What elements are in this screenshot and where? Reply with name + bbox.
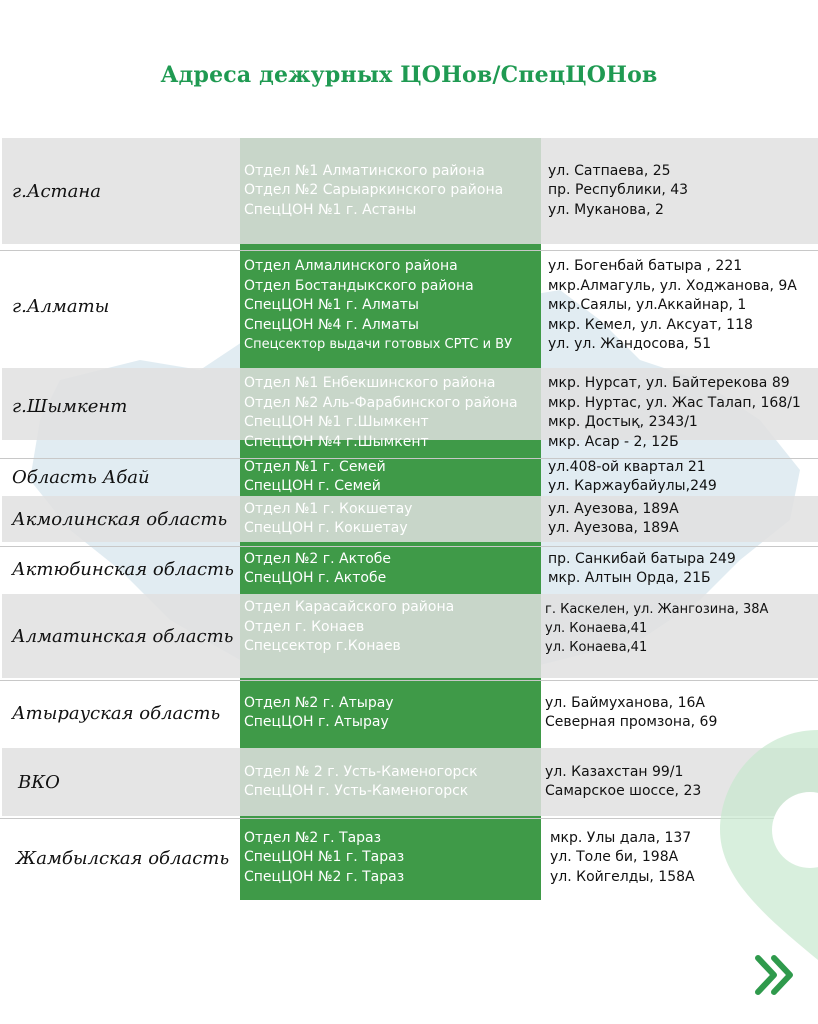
table-row: [0, 546, 818, 592]
department-item: СпецЦОН г. Актобе: [244, 570, 387, 586]
address-item: мкр. Нуртас, ул. Жас Талап, 168/1: [548, 394, 801, 411]
address-item: Самарское шоссе, 23: [545, 783, 702, 799]
department-item: Отдел №2 г. Тараз: [244, 829, 382, 846]
department-item: Отдел №2 г. Актобе: [244, 550, 392, 567]
table-row: [0, 748, 818, 816]
address-item: ул. Муканова, 2: [548, 201, 664, 218]
address-item: ул. Конаева,41: [545, 621, 648, 636]
address-list: [545, 748, 813, 816]
address-item: мкр. Достық, 2343/1: [548, 414, 698, 430]
department-list: [244, 546, 544, 592]
address-item: ул. Каржаубайулы,249: [548, 478, 717, 494]
address-item: ул.408-ой квартал 21: [548, 458, 706, 475]
region-name: г.Астана: [12, 180, 101, 202]
address-list: [550, 818, 818, 898]
address-item: ул. ул. Жандосова, 51: [548, 336, 712, 353]
address-item: пр. Санкибай батыра 249: [548, 550, 736, 567]
address-item: мкр.Алмагуль, ул. Ходжанова, 9А: [548, 277, 797, 294]
address-item: мкр. Алтын Орда, 21Б: [548, 570, 711, 586]
department-list: [244, 138, 544, 244]
address-item: г. Каскелен, ул. Жангозина, 38А: [545, 602, 769, 617]
table-row: [0, 138, 818, 244]
address-item: мкр.Саялы, ул.Аккайнар, 1: [548, 297, 747, 314]
address-item: ул. Ауезова, 189А: [548, 520, 679, 536]
department-item: Отдел Бостандыкского района: [244, 277, 474, 294]
address-item: мкр. Улы дала, 137: [550, 829, 692, 846]
table-row: [0, 458, 818, 496]
department-item: Отдел №2 Сарыаркинского района: [244, 182, 504, 199]
table-row: [0, 818, 818, 898]
table-row: [0, 680, 818, 746]
department-item: СпецЦОН г. Усть-Каменогорск: [244, 783, 469, 799]
region-name: ВКО: [18, 771, 60, 793]
department-item: СпецЦОН №1 г. Тараз: [244, 849, 405, 866]
department-item: Отдел №1 Алматинского района: [244, 162, 485, 179]
double-chevron-right-icon[interactable]: [752, 952, 798, 998]
department-item: Отдел Карасайского района: [244, 599, 455, 615]
department-item: СпецЦОН г. Атырау: [244, 714, 389, 730]
region-name: Актюбинская область: [12, 558, 234, 580]
department-item: СпецЦОН №1 г. Астаны: [244, 201, 417, 218]
department-item: Отдел Алмалинского района: [244, 258, 458, 275]
address-list: [548, 496, 816, 542]
department-list: [244, 458, 544, 496]
address-item: ул. Ауезова, 189А: [548, 500, 679, 517]
address-list: [545, 594, 813, 678]
department-list: [244, 250, 544, 362]
region-name: Область Абай: [12, 466, 150, 488]
department-list: [244, 748, 544, 816]
address-list: [548, 546, 816, 592]
region-name: Атырауская область: [12, 702, 221, 724]
address-item: Северная промзона, 69: [545, 714, 718, 730]
address-item: мкр. Асар - 2, 12Б: [548, 433, 679, 450]
department-list: [244, 818, 544, 898]
address-item: ул. Конаева,41: [545, 640, 648, 655]
department-item: СпецЦОН №2 г. Тараз: [244, 868, 405, 885]
address-list: [548, 458, 816, 496]
address-item: ул. Богенбай батыра , 221: [548, 258, 743, 275]
address-item: ул. Казахстан 99/1: [545, 763, 684, 780]
address-list: [548, 250, 816, 362]
region-name: г.Шымкент: [12, 395, 128, 417]
region-name: Акмолинская область: [12, 508, 228, 530]
region-name: г.Алматы: [12, 295, 110, 317]
department-item: Отдел №1 Енбекшинского района: [244, 375, 496, 391]
address-item: ул. Баймуханова, 16А: [545, 694, 705, 711]
department-item: Отдел № 2 г. Усть-Каменогорск: [244, 763, 478, 780]
table-row: [0, 594, 818, 678]
address-item: пр. Республики, 43: [548, 182, 689, 199]
department-item: СпецЦОН №4 г.Шымкент: [244, 433, 429, 450]
address-list: [548, 368, 816, 458]
page-title: Адреса дежурных ЦОНов/СпецЦОНов: [160, 62, 658, 88]
department-list: [244, 594, 544, 678]
table-row: [0, 250, 818, 362]
address-item: ул. Койгелды, 158А: [550, 868, 695, 885]
address-item: ул. Сатпаева, 25: [548, 162, 671, 179]
address-list: [548, 138, 816, 244]
table-row: [0, 496, 818, 542]
department-list: [244, 368, 544, 458]
department-item: Отдел №1 г. Семей: [244, 458, 386, 475]
department-item: Спецсектор г.Конаев: [244, 638, 401, 654]
department-item: Отдел №2 Аль-Фарабинского района: [244, 394, 518, 411]
department-list: [244, 496, 544, 542]
department-item: СпецЦОН №1 г.Шымкент: [244, 414, 429, 430]
department-item: СпецЦОН г. Семей: [244, 478, 381, 494]
department-list: [244, 680, 544, 746]
region-name: Жамбылская область: [16, 847, 230, 869]
address-item: мкр. Нурсат, ул. Байтерекова 89: [548, 375, 790, 391]
department-item: Спецсектор выдачи готовых СРТС и ВУ: [244, 337, 513, 353]
region-name: Алматинская область: [12, 625, 234, 647]
address-item: мкр. Кемел, ул. Аксуат, 118: [548, 316, 753, 333]
department-item: Отдел №1 г. Кокшетау: [244, 500, 413, 517]
table-row: [0, 368, 818, 458]
department-item: СпецЦОН №1 г. Алматы: [244, 297, 419, 314]
department-item: СпецЦОН №4 г. Алматы: [244, 316, 419, 333]
department-item: Отдел №2 г. Атырау: [244, 694, 394, 711]
address-list: [545, 680, 813, 746]
department-item: СпецЦОН г. Кокшетау: [244, 520, 408, 536]
address-item: ул. Толе би, 198А: [550, 849, 679, 866]
department-item: Отдел г. Конаев: [244, 618, 365, 635]
